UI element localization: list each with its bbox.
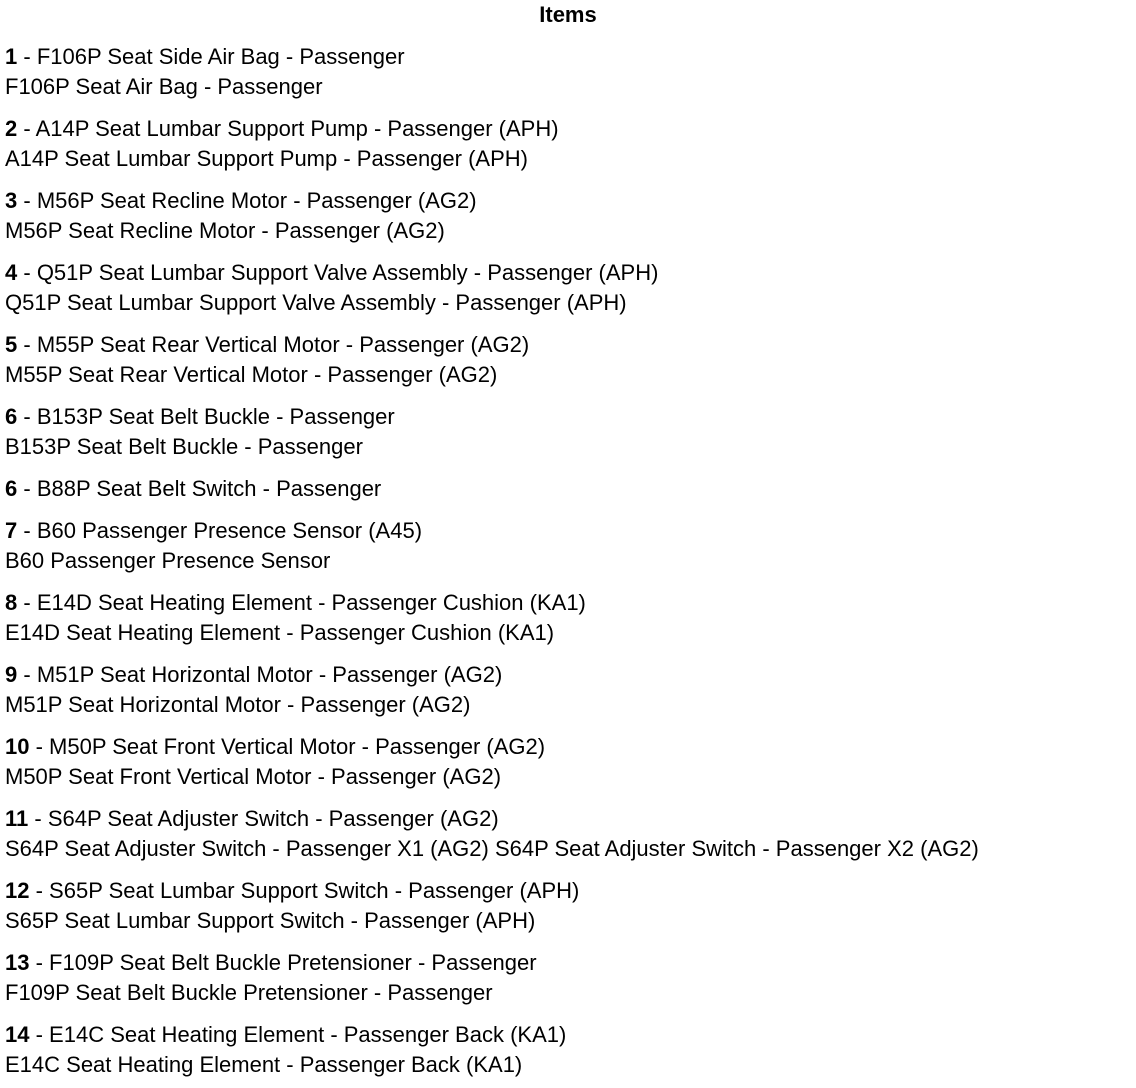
item-title: F109P Seat Belt Buckle Pretensioner - Passenger	[49, 950, 537, 975]
item-description: F109P Seat Belt Buckle Pretensioner - Passenger	[5, 980, 493, 1005]
list-item	[5, 948, 1136, 1008]
item-description: Q51P Seat Lumbar Support Valve Assembly - Passenger (APH)	[5, 290, 627, 315]
item-description: M55P Seat Rear Vertical Motor - Passenger (AG2)	[5, 362, 498, 387]
item-title: B60 Passenger Presence Sensor (A45)	[36, 518, 423, 543]
item-number: 11	[5, 806, 29, 831]
item-title-line: 12 - S65P Seat Lumbar Support Switch - Passenger (APH)	[5, 878, 580, 903]
item-description: S64P Seat Adjuster Switch - Passenger X1 (AG2) S64P Seat Adjuster Switch - Passenger X2 (AG2)	[5, 836, 979, 861]
item-title: E14D Seat Heating Element - Passenger Cushion (KA1)	[36, 590, 586, 615]
item-title: A14P Seat Lumbar Support Pump - Passenger (APH)	[35, 116, 559, 141]
item-title: M50P Seat Front Vertical Motor - Passenger (AG2)	[49, 734, 546, 759]
list-item	[5, 402, 1136, 462]
list-item	[5, 114, 1136, 174]
list-item	[5, 732, 1136, 792]
item-title: M51P Seat Horizontal Motor - Passenger (AG2)	[36, 662, 503, 687]
list-item	[5, 876, 1136, 936]
item-number: 6	[5, 404, 18, 429]
list-item	[5, 516, 1136, 576]
item-number: 10	[5, 734, 30, 759]
item-number: 12	[5, 878, 30, 903]
item-number: 3	[5, 188, 18, 213]
item-number: 1	[5, 44, 18, 69]
item-title: S64P Seat Adjuster Switch - Passenger (AG2)	[47, 806, 499, 831]
item-number: 6	[5, 476, 18, 501]
item-title: S65P Seat Lumbar Support Switch - Passenger (APH)	[49, 878, 580, 903]
list-item	[5, 804, 1136, 864]
item-description: B153P Seat Belt Buckle - Passenger	[5, 434, 363, 459]
item-title: B153P Seat Belt Buckle - Passenger	[36, 404, 395, 429]
item-number: 4	[5, 260, 18, 285]
item-title-line: 11 - S64P Seat Adjuster Switch - Passenger (AG2)	[5, 806, 499, 831]
item-description: B60 Passenger Presence Sensor	[5, 548, 331, 573]
item-number: 5	[5, 332, 18, 357]
item-number: 13	[5, 950, 30, 975]
item-title: M56P Seat Recline Motor - Passenger (AG2)	[36, 188, 477, 213]
list-item	[5, 330, 1136, 390]
item-number: 7	[5, 518, 18, 543]
item-title-line: 9 - M51P Seat Horizontal Motor - Passenger (AG2)	[5, 662, 503, 687]
list-item	[5, 1020, 1136, 1080]
item-title: F106P Seat Side Air Bag - Passenger	[36, 44, 405, 69]
item-title-line: 5 - M55P Seat Rear Vertical Motor - Passenger (AG2)	[5, 332, 530, 357]
item-description: E14D Seat Heating Element - Passenger Cushion (KA1)	[5, 620, 555, 645]
item-title-line: 2 - A14P Seat Lumbar Support Pump - Passenger (APH)	[5, 116, 559, 141]
list-item	[5, 258, 1136, 318]
item-number: 2	[5, 116, 18, 141]
item-description: E14C Seat Heating Element - Passenger Back (KA1)	[5, 1052, 523, 1077]
item-title-line: 6 - B88P Seat Belt Switch - Passenger	[5, 476, 382, 501]
item-description: F106P Seat Air Bag - Passenger	[5, 74, 323, 99]
item-description: M50P Seat Front Vertical Motor - Passenger (AG2)	[5, 764, 502, 789]
item-title: M55P Seat Rear Vertical Motor - Passenger (AG2)	[36, 332, 530, 357]
list-item	[5, 186, 1136, 246]
list-item	[5, 660, 1136, 720]
list-item	[5, 474, 1136, 504]
item-title-line: 14 - E14C Seat Heating Element - Passenger Back (KA1)	[5, 1022, 567, 1047]
items-list	[0, 42, 1136, 1080]
item-title-line: 3 - M56P Seat Recline Motor - Passenger (AG2)	[5, 188, 477, 213]
item-number: 9	[5, 662, 18, 687]
item-description: M51P Seat Horizontal Motor - Passenger (AG2)	[5, 692, 471, 717]
item-title-line: 4 - Q51P Seat Lumbar Support Valve Assembly - Passenger (APH)	[5, 260, 659, 285]
item-title-line: 13 - F109P Seat Belt Buckle Pretensioner - Passenger	[5, 950, 537, 975]
item-title: B88P Seat Belt Switch - Passenger	[36, 476, 382, 501]
list-item	[5, 588, 1136, 648]
item-title: E14C Seat Heating Element - Passenger Back (KA1)	[49, 1022, 567, 1047]
item-description: M56P Seat Recline Motor - Passenger (AG2)	[5, 218, 445, 243]
item-title: Q51P Seat Lumbar Support Valve Assembly - Passenger (APH)	[36, 260, 659, 285]
item-description: A14P Seat Lumbar Support Pump - Passenger (APH)	[5, 146, 528, 171]
item-number: 14	[5, 1022, 30, 1047]
item-title-line: 7 - B60 Passenger Presence Sensor (A45)	[5, 518, 423, 543]
list-item	[5, 42, 1136, 102]
item-title-line: 1 - F106P Seat Side Air Bag - Passenger	[5, 44, 405, 69]
item-number: 8	[5, 590, 18, 615]
item-title-line: 6 - B153P Seat Belt Buckle - Passenger	[5, 404, 395, 429]
item-title-line: 8 - E14D Seat Heating Element - Passenger Cushion (KA1)	[5, 590, 586, 615]
item-description: S65P Seat Lumbar Support Switch - Passenger (APH)	[5, 908, 536, 933]
items-header: Items	[539, 2, 597, 27]
item-title-line: 10 - M50P Seat Front Vertical Motor - Passenger (AG2)	[5, 734, 546, 759]
